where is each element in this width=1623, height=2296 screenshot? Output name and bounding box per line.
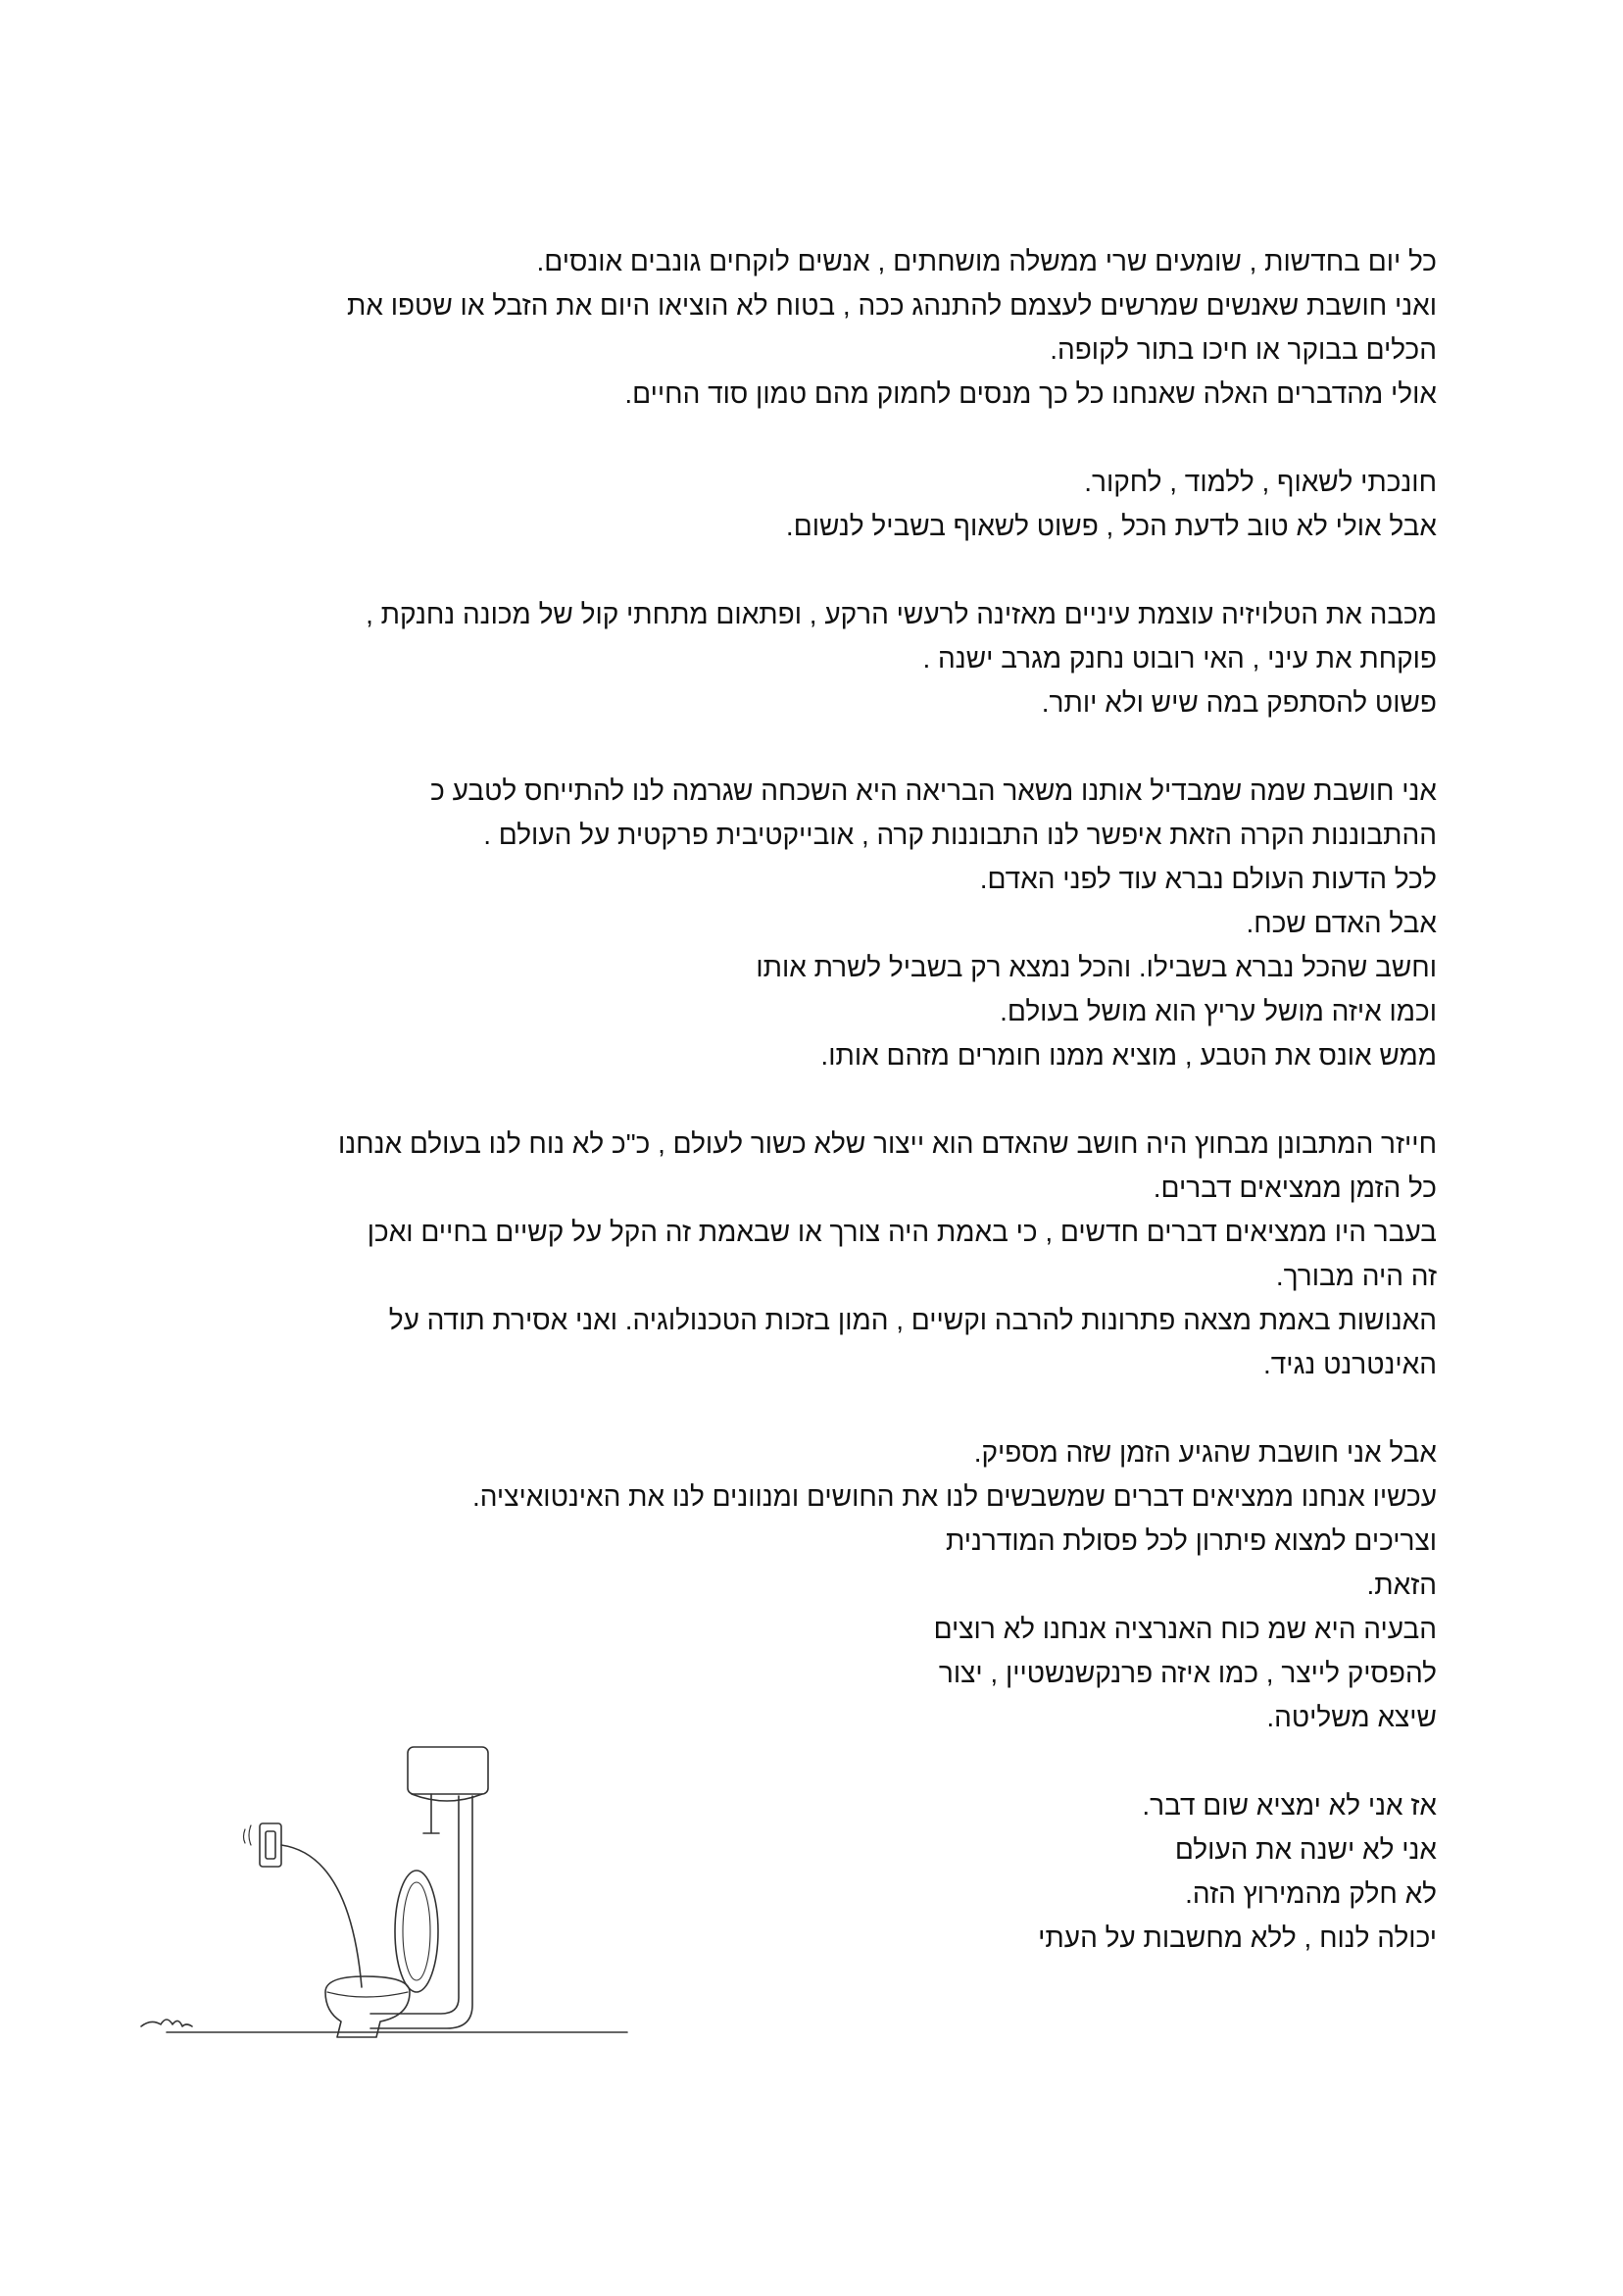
- text-line: וצריכים למצוא פיתרון לכל פסולת המודרנית: [945, 1525, 1437, 1556]
- text-line: הכלים בבוקר או חיכו בתור לקופה.: [1050, 334, 1437, 365]
- text-line: הבעיה היא שמ כוח האנרציה אנחנו לא רוצים: [933, 1614, 1437, 1644]
- text-line: להפסיק לייצר , כמו איזה פרנקשנשטיין , יצור: [938, 1658, 1437, 1688]
- cable: [281, 1845, 362, 1987]
- text-line: חונכתי לשאוף , ללמוד , לחקור.: [1084, 467, 1437, 497]
- text-line: אני לא ישנה את העולם: [1174, 1834, 1437, 1865]
- text-line: שיצא משליטה.: [1266, 1702, 1437, 1732]
- paragraph-gap: [196, 724, 1437, 769]
- wall-switch: [260, 1823, 281, 1867]
- text-line: ואני חושבת שאנשים שמרשים לעצמם להתנהג ככה , בטוח לא הוציאו היום את הזבל או שטפו את: [347, 290, 1437, 321]
- text-line: עכשיו אנחנו ממציאים דברים שמשבשים לנו את החושים ומנוונים לנו את האינטואיציה.: [471, 1481, 1437, 1512]
- text-line: אני חושבת שמה שמבדיל אותנו משאר הבריאה היא השכחה שגרמה לנו להתייחס לטבע כ: [430, 775, 1437, 806]
- text-line: יכולה לנוח , ללא מחשבות על העתי: [1038, 1922, 1437, 1953]
- paragraph-gap: [196, 416, 1437, 460]
- text-line: אבל אני חושבת שהגיע הזמן שזה מספיק.: [973, 1437, 1437, 1468]
- signature-scribble: [141, 2020, 192, 2026]
- toilet-sketch-icon: [118, 1735, 647, 2108]
- text-line: אולי מהדברים האלה שאנחנו כל כך מנסים לחמוק מהם טמון סוד החיים.: [624, 378, 1437, 409]
- text-line: האינטרנט נגיד.: [1263, 1349, 1437, 1379]
- cistern: [408, 1747, 488, 1794]
- text-line: ההתבוננות הקרה הזאת איפשר לנו התבוננות קרה , אובייקטיבית פרקטית על העולם .: [483, 820, 1437, 850]
- text-line: אבל האדם שכח.: [1246, 908, 1437, 938]
- text-line: הזאת.: [1366, 1570, 1437, 1600]
- text-line: כל יום בחדשות , שומעים שרי ממשלה מושחתים , אנשים לוקחים גונבים אונסים.: [536, 246, 1437, 276]
- text-line: פשוט להסתפק במה שיש ולא יותר.: [1041, 687, 1437, 718]
- text-line: כל הזמן ממציאים דברים.: [1153, 1173, 1437, 1203]
- toilet-lid: [395, 1871, 438, 1992]
- text-line: האנושות באמת מצאה פתרונות להרבה וקשיים , המון בזכות הטכנולוגיה. ואני אסירת תודה על: [388, 1305, 1437, 1335]
- text-line: אז אני לא ימציא שום דבר.: [1142, 1790, 1437, 1821]
- paragraph-gap: [196, 1077, 1437, 1122]
- text-line: ממש אונס את הטבע , מוציא ממנו חומרים מזהם אותו.: [820, 1040, 1437, 1071]
- text-line: זה היה מבורך.: [1275, 1261, 1437, 1291]
- text-line: לכל הדעות העולם נברא עוד לפני האדם.: [979, 864, 1437, 894]
- paragraph-gap: [196, 548, 1437, 592]
- text-line: לא חלק מהמירוץ הזה.: [1185, 1878, 1437, 1909]
- paragraph-gap: [196, 1386, 1437, 1430]
- text-line: וחשב שהכל נברא בשבילו. והכל נמצא רק בשביל לשרת אותו: [756, 952, 1437, 982]
- essay-text: [196, 239, 1437, 1960]
- text-line: חייזר המתבונן מבחוץ היה חושב שהאדם הוא ייצור שלא כשור לעולם , כ"כ לא נוח לנו בעולם אנחנו: [337, 1128, 1437, 1159]
- text-line: אבל אולי לא טוב לדעת הכל , פשוט לשאוף בשביל לנשום.: [785, 511, 1437, 541]
- text-line: בעבר היו ממציאים דברים חדשים , כי באמת היה צורך או שבאמת זה הקל על קשיים בחיים ואכן: [367, 1217, 1437, 1247]
- text-line: פוקחת את עיני , האי רובוט נחנק מגרב ישנה .: [922, 643, 1437, 674]
- text-line: וכמו איזה מושל עריץ הוא מושל בעולם.: [1000, 996, 1437, 1026]
- text-line: מכבה את הטלויזיה עוצמת עיניים מאזינה לרעשי הרקע , ופתאום מתחתי קול של מכונה נחנקת ,: [366, 599, 1437, 629]
- flush-pipe: [370, 1796, 459, 2014]
